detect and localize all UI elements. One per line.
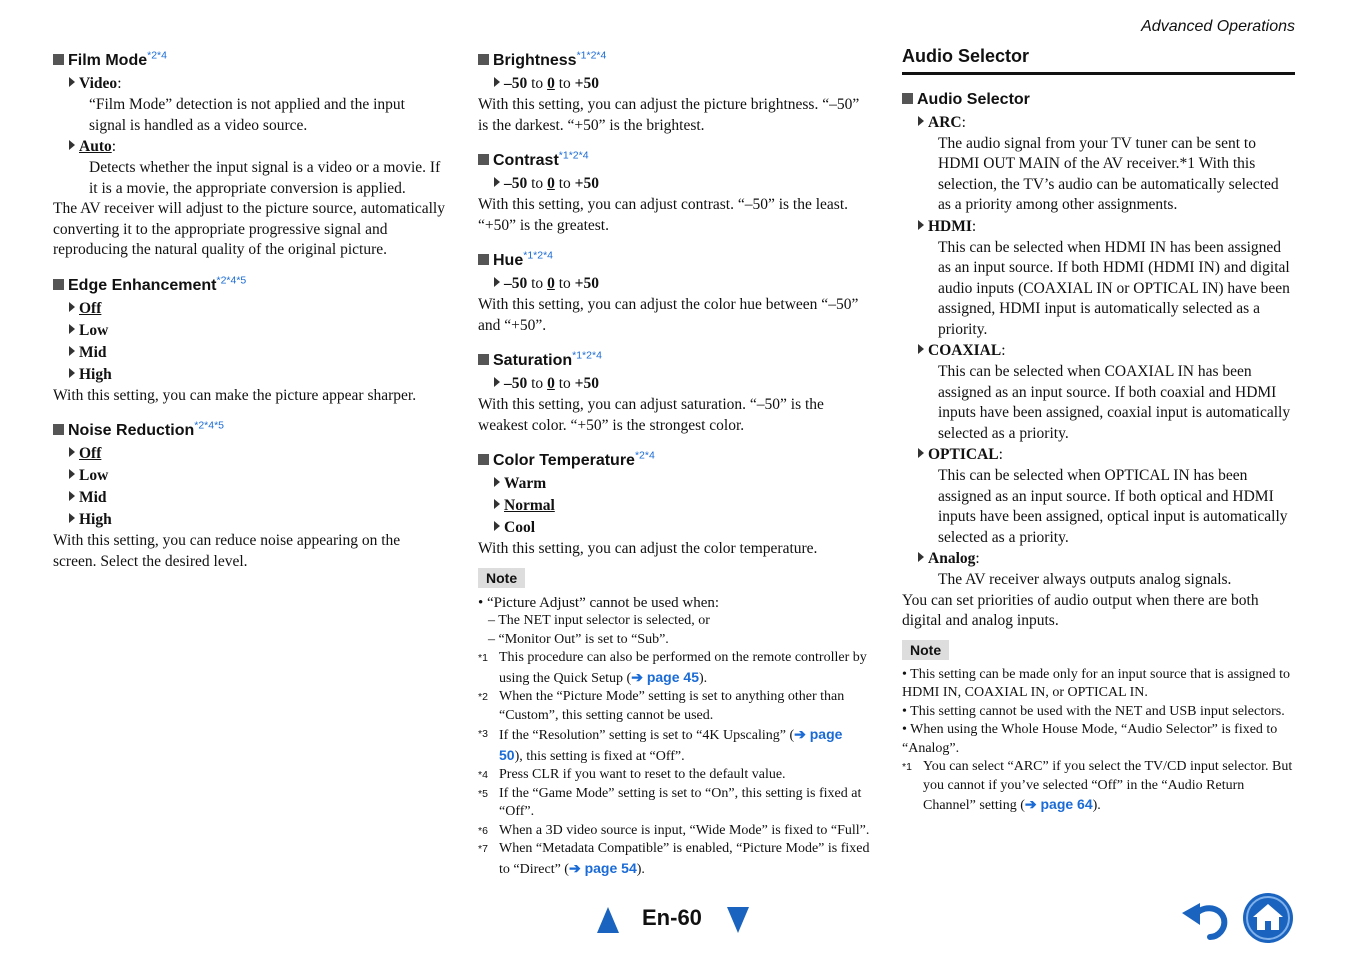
note-label: Note [902,640,949,660]
option-auto: Auto: [69,136,445,158]
square-bullet-icon [902,93,913,104]
range-min: –50 [504,175,528,192]
triangle-right-icon [494,499,500,509]
range-to: to [558,275,571,292]
footnote-ref: *2*4*5 [194,419,225,432]
option-optical-desc: This can be selected when OPTICAL IN has been assigned as an input source. If both optical and HDMI inputs have been assigned, optical input is automatically selected as a priority. [938,467,1288,546]
footnote [478,688,870,725]
option-off [69,443,445,465]
option-low [69,320,445,342]
footnote-text: You can select “ARC” if you select the TV/CD input selector. But you cannot if you’ve selected “Off” in the “Audio Return Channel” setting ( [923,759,1293,813]
footnote-ref: *1*2*4 [576,49,607,62]
option-high [69,509,445,531]
square-bullet-icon [53,424,64,435]
footnote-text: When a 3D video source is input, “Wide Mode” is fixed to “Full”. [499,822,870,838]
range-to: to [531,75,544,92]
range-max: +50 [574,275,599,292]
option-video-desc: “Film Mode” detection is not applied and the input signal is handled as a video source. [89,96,405,134]
option-cool [494,517,870,539]
triangle-right-icon [69,324,75,334]
note-label: Note [478,568,525,588]
triangle-right-icon [918,220,924,230]
footnote-ref: *1*2*4 [523,249,554,262]
square-bullet-icon [53,54,64,65]
triangle-right-icon [69,302,75,312]
range-default: 0 [547,75,555,92]
brightness-heading [478,50,870,72]
footnote-mark: *3 [478,728,488,740]
saturation-heading [478,350,870,372]
range-max: +50 [574,75,599,92]
triangle-right-icon [69,447,75,457]
footnote-ref: *2*4 [634,449,655,462]
page-link[interactable]: ➔ page 54 [568,859,637,876]
footnote [478,766,870,785]
footnote-mark: *5 [478,787,488,800]
contrast-body: With this setting, you can adjust contrast. “–50” is the least. “+50” is the greatest. [478,196,849,234]
footnote-ref: *2*4 [147,49,167,62]
triangle-right-icon [69,140,75,150]
note-item: • This setting cannot be used with the NET and USB input selectors. [902,703,1285,719]
film-mode-title: Film Mode [68,52,148,69]
option-label: High [79,365,112,383]
home-icon[interactable] [1242,892,1294,944]
note-dash: – The NET input selector is selected, or [488,613,710,628]
option-high [69,364,445,386]
square-bullet-icon [478,54,489,65]
footnote [478,725,870,766]
hue-body: With this setting, you can adjust the color hue between “–50” and “+50”. [478,296,859,334]
footnote-ref: *2*4*5 [216,274,247,287]
option-analog-desc: The AV receiver always outputs analog signals. [938,571,1232,588]
option-label: Low [79,321,109,339]
brightness-title: Brightness [493,52,577,69]
page-navigation [596,903,756,937]
triangle-right-icon [918,552,924,562]
option-label: Cool [504,519,535,536]
page-number: En-60 [642,905,702,930]
color-temp-body: With this setting, you can adjust the color temperature. [478,540,818,557]
range-option [494,173,870,195]
option-coaxial-desc: This can be selected when COAXIAL IN has been assigned as an input source. If both coaxial and HDMI inputs have been assigned, coaxial input is automatically selected as a priority. [938,363,1291,442]
range-default: 0 [547,375,555,392]
contrast-title: Contrast [493,152,559,169]
note-dash: – “Monitor Out” is set to “Sub”. [488,631,669,647]
option-hdmi-desc: This can be selected when HDMI IN has been assigned as an input source. If both HDMI (HDMI IN) and digital audio inputs (COAXIAL IN or OPTICAL IN) have been assigned, HDMI input is automatically selected as a priority. [938,238,1290,338]
footnote-text: If the “Resolution” setting is set to “4K Upscaling” ( [499,728,795,743]
noise-title: Noise Reduction [68,422,195,439]
triangle-right-icon [69,346,75,356]
option-label: OPTICAL [928,446,999,463]
square-bullet-icon [478,254,489,265]
footnote-tail: ). [1092,798,1101,813]
audio-selector-heading [902,89,1295,111]
footnote-text: When the “Picture Mode” setting is set to anything other than “Custom”, this setting cannot be used. [499,689,845,723]
audio-selector-title: Audio Selector [917,90,1030,108]
footnote-tail: ). [636,861,645,877]
square-bullet-icon [478,454,489,465]
option-label: Analog [928,550,976,567]
triangle-right-icon [918,116,924,126]
triangle-right-icon [494,177,500,187]
range-to: to [558,75,571,92]
range-to: to [531,175,544,192]
footnote-text: Press CLR if you want to reset to the default value. [499,767,786,782]
footnote-mark: *1 [478,652,488,664]
page-title: Audio Selector [902,46,1295,75]
hue-title: Hue [493,252,524,269]
contrast-heading [478,150,870,172]
triangle-right-icon [69,513,75,523]
option-off [69,298,445,320]
option-label: ARC [928,113,962,131]
note-item: • When using the Whole House Mode, “Audio Selector” is fixed to “Analog”. [902,722,1278,756]
footnote-ref: *1*2*4 [572,349,602,362]
triangle-right-icon [69,368,75,378]
triangle-right-icon [494,477,500,487]
footnote-mark: *6 [478,824,488,837]
note-bullet: • “Picture Adjust” cannot be used when: [478,594,720,611]
range-to: to [558,175,571,192]
option-label: Mid [79,343,107,361]
triangle-right-icon [69,77,75,87]
option-label: Normal [504,497,555,514]
page-link[interactable]: ➔ page 64 [1024,796,1093,812]
option-label: HDMI [928,217,972,235]
option-low [69,465,445,487]
option-label: COAXIAL [928,342,1002,359]
triangle-right-icon [494,77,500,87]
saturation-title: Saturation [493,352,573,369]
column-middle [478,46,870,879]
triangle-right-icon [494,377,500,387]
option-label: Auto [79,138,112,155]
edge-body: With this setting, you can make the picture appear sharper. [53,386,417,404]
option-arc-desc: The audio signal from your TV tuner can be sent to HDMI OUT MAIN of the AV receiver.*1 With this selection, the TV’s audio can be automatically selected as a priority among other assignments. [938,134,1279,213]
option-mid [69,487,445,509]
range-min: –50 [504,275,528,292]
option-label: Video [79,75,118,92]
footnote-tail: ), this setting is fixed at “Off”. [514,748,685,764]
range-max: +50 [574,375,599,392]
option-video: Video: [69,73,445,95]
option-label: Warm [504,475,547,492]
range-max: +50 [574,175,599,192]
range-min: –50 [504,375,528,392]
triangle-right-icon [494,521,500,531]
range-default: 0 [547,175,555,192]
film-mode-body: The AV receiver will adjust to the picture source, automatically converting it to the appropriate progressive signal and reproducing the natural quality of the original picture. [53,200,445,258]
section-header: Advanced Operations [1141,18,1295,35]
footnote-tail: ). [698,670,708,686]
footnote-text: This procedure can also be performed on the remote controller by using the Quick Setup ( [499,650,867,686]
triangle-right-icon [918,448,924,458]
option-auto-desc: Detects whether the input signal is a video or a movie. If it is a movie, the appropriate conversion is applied. [89,159,441,197]
option-label: Mid [79,489,107,506]
square-bullet-icon [478,354,489,365]
back-arrow-icon[interactable] [1180,897,1230,941]
range-to: to [531,275,544,292]
next-page-arrow-icon[interactable] [727,907,749,933]
option-warm [494,473,870,495]
audio-selector-body: You can set priorities of audio output when there are both digital and analog inputs. [902,591,1259,629]
noise-heading [53,420,445,442]
footnote [478,649,870,688]
option-normal [494,495,870,517]
option-coaxial: COAXIAL: [918,340,1295,362]
option-label: High [79,511,112,528]
footnote-mark: *7 [478,843,488,855]
footnote-mark: *4 [478,769,488,781]
range-option [494,73,870,95]
page-link[interactable]: ➔ page 45 [631,668,699,685]
page-link[interactable]: ➔ page 50 [499,726,843,763]
footnote [478,822,870,841]
option-arc: ARC: [918,112,1295,134]
previous-page-arrow-icon[interactable] [597,907,619,933]
option-label: Off [79,299,102,317]
brightness-body: With this setting, you can adjust the picture brightness. “–50” is the darkest. “+50” is the brightest. [478,96,860,134]
edge-heading [53,275,445,297]
footnote-ref: *1*2*4 [558,149,589,162]
square-bullet-icon [53,279,64,290]
range-default: 0 [547,275,555,292]
range-to: to [558,375,571,392]
range-option [494,273,870,295]
footnote [478,785,870,822]
note-item: • This setting can be made only for an input source that is assigned to HDMI IN, COAXIAL IN, or OPTICAL IN. [902,666,1291,700]
option-analog: Analog: [918,548,1295,570]
color-temp-heading [478,450,870,472]
column-left [53,46,445,572]
noise-body: With this setting, you can reduce noise appearing on the screen. Select the desired level. [53,532,401,570]
option-hdmi: HDMI: [918,216,1295,238]
square-bullet-icon [478,154,489,165]
footnote [478,840,870,879]
hue-heading [478,250,870,272]
option-mid [69,342,445,364]
range-option [494,373,870,395]
footnote-text: If the “Game Mode” setting is set to “On”, this setting is fixed at “Off”. [499,785,862,819]
option-label: Off [79,445,102,462]
range-min: –50 [504,75,528,92]
range-to: to [531,375,544,392]
option-label: Low [79,467,109,484]
triangle-right-icon [69,491,75,501]
column-right [902,46,1295,816]
triangle-right-icon [918,344,924,354]
footnote-mark: *1 [902,761,912,773]
triangle-right-icon [494,277,500,287]
footnote-text: When “Metadata Compatible” is enabled, “Picture Mode” is fixed to “Direct” ( [499,841,870,877]
color-temp-title: Color Temperature [493,452,635,469]
film-mode-heading [53,50,445,72]
footnote [902,758,1295,816]
option-optical: OPTICAL: [918,444,1295,466]
triangle-right-icon [69,469,75,479]
saturation-body: With this setting, you can adjust saturation. “–50” is the weakest color. “+50” is the strongest color. [478,396,824,434]
footnote-mark: *2 [478,691,488,703]
edge-title: Edge Enhancement [68,276,217,294]
